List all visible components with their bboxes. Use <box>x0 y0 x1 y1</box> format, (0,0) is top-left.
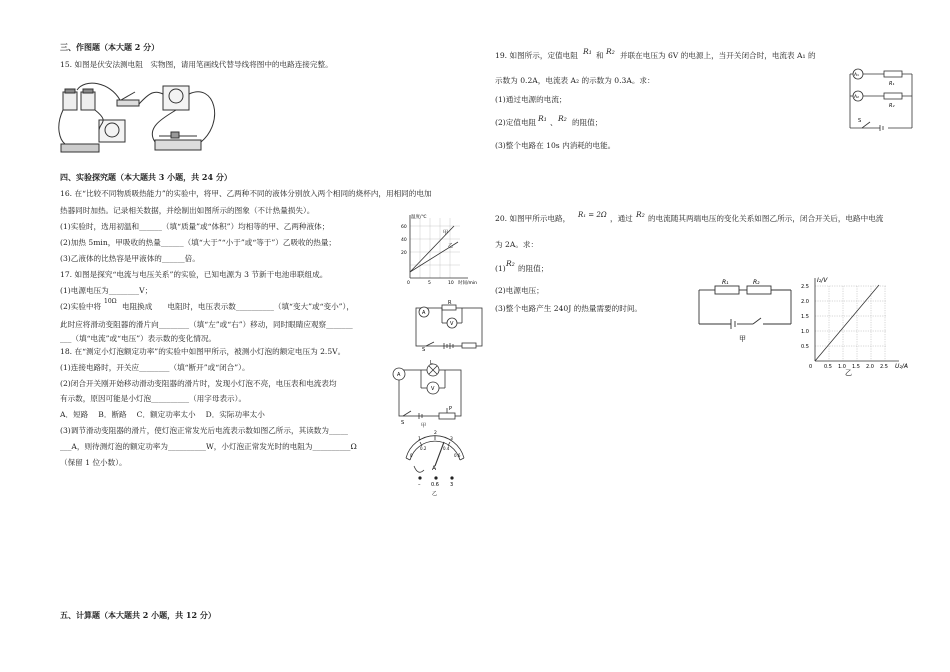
q20-xtick: 2.5 <box>880 364 888 370</box>
question-15: 15. 如图是伏安法测电阻 实物图，请用笔画线代替导线将图中的电路连接完整。 <box>60 60 333 69</box>
q19-r1-symbol: R₁ <box>583 47 592 56</box>
q17-switch-label: S <box>422 347 426 353</box>
q16-xtick: 5 <box>428 281 431 286</box>
question-17-part2a: (2)实验中将 <box>60 302 102 311</box>
question-18-part3-line3: （保留 1 位小数）。 <box>60 458 127 467</box>
q18-ammeter-label: A <box>397 372 401 378</box>
q16-xlabel: 时间/min <box>458 281 478 286</box>
q20-graph-caption: 乙 <box>845 369 852 377</box>
q17-circuit-figure <box>412 302 487 352</box>
q20-ytick: 2.5 <box>801 284 809 290</box>
q17-resistor-label: R <box>448 300 452 306</box>
q18-dial-top-tick: 2 <box>434 431 437 436</box>
q20-xtick: 0 <box>809 364 813 370</box>
q18-ammeter-dial <box>400 428 470 498</box>
question-18-line1: 18. 在“测定小灯泡额定功率”的实验中如图甲所示，被测小灯泡的额定电压为 2.5V。 <box>60 347 346 356</box>
q19-switch-label: S <box>858 118 862 124</box>
question-18-part3: (3)调节滑动变阻器的滑片，使灯泡正常发光后电流表示数如图乙所示，其读数为_____ <box>60 426 348 435</box>
q19-a2-label: A₂ <box>854 95 859 100</box>
q20-xtick: 0.5 <box>824 364 832 370</box>
q15-circuit-figure <box>55 82 225 162</box>
section-5-title: 五、计算题（本大题共 2 小题，共 12 分） <box>60 610 216 620</box>
q20-ytick: 0.5 <box>801 344 809 350</box>
q20-circuit-caption: 甲 <box>739 335 746 343</box>
question-19-part2a: (2)定值电阻 <box>495 118 537 127</box>
q20-r2-symbol: R₂ <box>636 210 645 219</box>
q16-series-label: 乙 <box>448 243 454 249</box>
question-18-options: A．短路 B．断路 C．额定功率太小 D．实际功率太小 <box>60 410 265 419</box>
question-16-line2: 热器同时加热。记录相关数据，并绘制出如图所示的图象（不计热量损失）。 <box>60 206 315 215</box>
q18-lamp-label: L <box>430 360 433 366</box>
q18-voltmeter-label: V <box>431 386 435 392</box>
question-19-line1c: 并联在电压为 6V 的电源上，当开关闭合时，电流表 A₁ 的 <box>620 51 816 60</box>
question-20-line2: 为 2A。求： <box>495 240 539 249</box>
q17-resistor-value: 10Ω <box>104 298 117 305</box>
question-19-line1b: 和 <box>596 51 604 60</box>
q18-figure-caption: 甲 <box>421 423 427 429</box>
question-20-line1c: ，通过 <box>610 214 633 223</box>
q20-xtick: 1.5 <box>852 364 860 370</box>
q19-a1-label: A₁ <box>854 73 859 78</box>
question-20-part1a: (1) <box>495 264 506 273</box>
q18-dial-bottom-tick: 0 <box>410 453 413 458</box>
q16-temperature-graph <box>398 212 488 292</box>
q20-circuit-figure <box>695 278 795 346</box>
question-20-part2: (2)电源电压； <box>495 286 544 295</box>
q19-r2-symbol: R₂ <box>558 114 567 123</box>
question-19-part2b: 、 <box>550 118 558 127</box>
q20-xtick: 1.0 <box>838 364 846 370</box>
question-17-line4: 此时应将滑动变阻器的滑片向________（填“左”或“右”）移动，同时眼睛应观察_______ <box>60 320 353 329</box>
q19-r2-symbol: R₂ <box>606 47 615 56</box>
question-20-part1c: 的阻值； <box>518 264 549 273</box>
q18-dial-caption: 乙 <box>432 491 438 497</box>
question-18-part2-line2: 有示数，原因可能是小灯泡__________（用字母表示）。 <box>60 394 247 403</box>
question-16-line1: 16. 在“比较不同物质吸热能力”的实验中，将甲、乙两种不同的液体分别放入两个相同的烧杯内，用相同的电加 <box>60 189 432 198</box>
q18-slider-label: P <box>449 406 453 412</box>
q20-r2-label: R₂ <box>753 279 760 286</box>
question-18-part1: (1)连接电路时，开关应________（填“断开”或“闭合”）。 <box>60 363 250 372</box>
q20-graph-line <box>815 285 879 361</box>
q17-ammeter-label: A <box>422 310 426 316</box>
question-17-line5: ___（填“电流”或“电压”）表示数的变化情况。 <box>60 334 217 343</box>
q20-ytick: 2.0 <box>801 299 809 305</box>
q16-ytick: 40 <box>401 238 407 243</box>
question-17-part1: (1)电源电压为________V； <box>60 286 153 295</box>
question-16-part3: (3)乙液体的比热容是甲液体的______倍。 <box>60 254 200 263</box>
section-3-title: 三、作图题（本大题 2 分） <box>60 42 160 52</box>
question-17-line1: 17. 如图是探究“电流与电压关系”的实验，已知电源为 3 节新干电池串联组成。 <box>60 270 328 279</box>
q18-dial-letter: A <box>432 465 437 472</box>
q18-circuit-figure <box>385 360 470 428</box>
q20-ytick: 1.0 <box>801 329 809 335</box>
q18-terminal-label: 3 <box>450 482 454 488</box>
q16-ytick: 60 <box>401 225 407 230</box>
q17-voltmeter-label: V <box>450 321 454 327</box>
q18-dial-bottom-tick: 0.2 <box>420 446 427 451</box>
q16-series-label: 甲 <box>443 230 449 236</box>
question-19-part1: (1)通过电源的电流； <box>495 95 567 104</box>
q20-ytick: 1.5 <box>801 314 809 320</box>
question-20-part3: (3)整个电路产生 240J 的热量需要的时间。 <box>495 304 643 313</box>
q18-terminal-label: 0.6 <box>431 482 439 488</box>
q18-dial-bottom-tick: 0.4 <box>443 446 450 451</box>
q20-r1-value: R₁ = 2Ω <box>578 211 607 219</box>
q16-ytick: 20 <box>401 251 407 256</box>
question-17-part2b: 电阻换成 电阻时，电压表示数__________（填“变大”或“变小”）， <box>122 302 354 311</box>
q19-circuit-figure <box>840 62 920 132</box>
q18-dial-top-tick: 1 <box>418 437 421 442</box>
q20-r1-label: R₁ <box>722 279 729 286</box>
q20-ylabel: I₂/V <box>817 277 828 284</box>
question-18-part2: (2)闭合开关刚开始移动滑动变阻器的滑片时，发现小灯泡不亮，电压表和电流表均 <box>60 379 337 388</box>
q19-r1-label: R₁ <box>889 81 895 87</box>
question-19-line2: 示数为 0.2A，电流表 A₂ 的示数为 0.3A。求： <box>495 76 655 85</box>
question-16-part1: (1)实验时，选用初温和______（填“质量”或“体积”）均相等的甲、乙两种液体； <box>60 222 330 231</box>
question-19-line1a: 19. 如图所示，定值电阻 <box>495 51 578 60</box>
q18-terminal-label: – <box>418 482 421 488</box>
question-18-part3-line2: ___A，则待测灯泡的额定功率为__________W，小灯泡正常发光时的电阻为__________Ω <box>60 442 357 451</box>
question-16-part2: (2)加热 5min，甲吸收的热量______（填“大于”“小于”或“等于”）乙吸收的热量； <box>60 238 337 247</box>
q19-r2-label: R₂ <box>889 103 895 109</box>
q19-r1-symbol: R₁ <box>538 114 547 123</box>
question-19-part3: (3)整个电路在 10s 内消耗的电能。 <box>495 141 616 150</box>
q18-dial-bottom-tick: 0.6 <box>454 453 461 458</box>
q20-xtick: 2.0 <box>866 364 874 370</box>
q16-xtick: 10 <box>448 281 454 286</box>
q20-xlabel: U₂/A <box>895 363 908 370</box>
q16-ylabel: 温度/℃ <box>411 215 427 220</box>
q20-r2-symbol: R₂ <box>506 259 515 268</box>
q20-iu-graph <box>795 276 915 376</box>
q16-xtick: 0 <box>407 281 410 286</box>
section-4-title: 四、实验探究题（本大题共 3 小题，共 24 分） <box>60 172 232 182</box>
question-19-part2c: 的阻值； <box>572 118 603 127</box>
question-20-line1a: 20. 如图甲所示电路， <box>495 214 571 223</box>
q18-switch-label: S <box>401 420 405 426</box>
question-20-line1e: 的电流随其两端电压的变化关系如图乙所示，闭合开关后，电路中电流 <box>648 214 884 223</box>
q18-dial-top-tick: 3 <box>450 437 453 442</box>
